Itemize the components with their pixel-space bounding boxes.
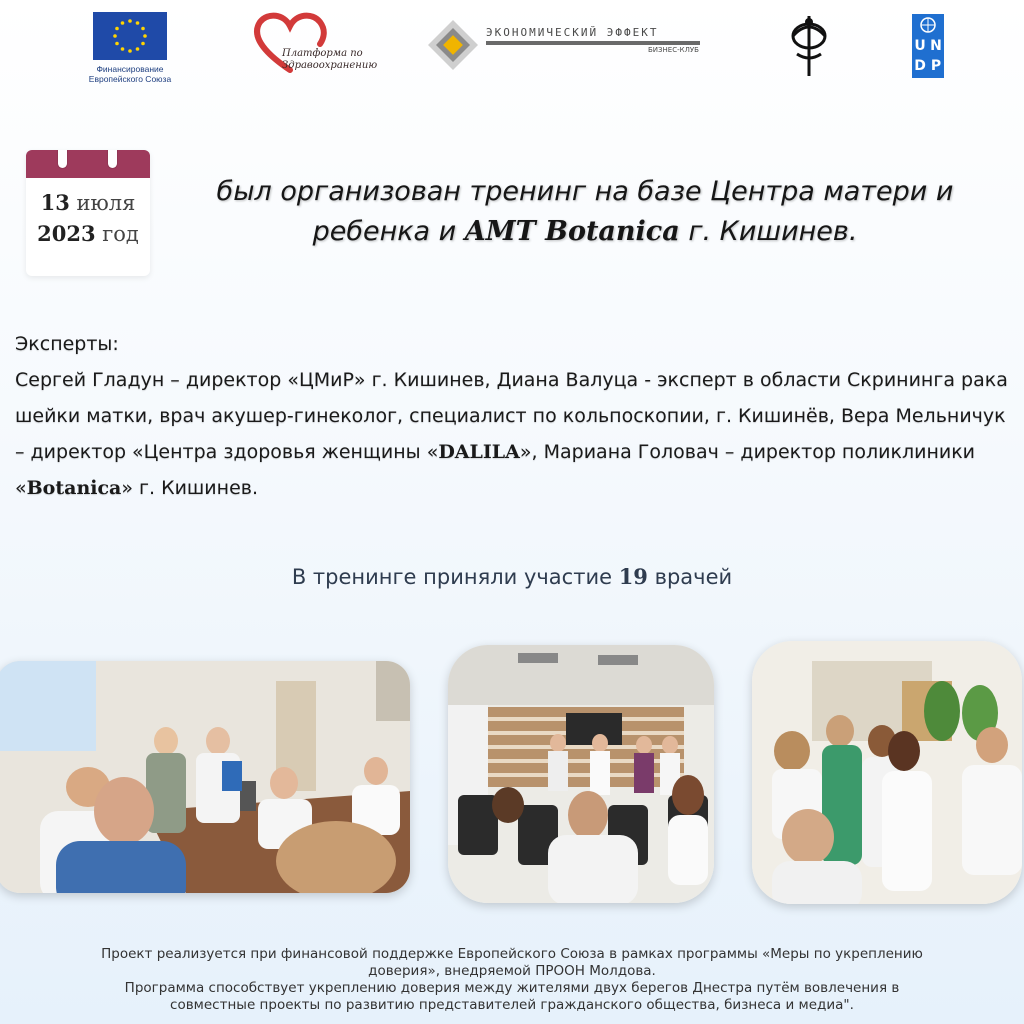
eu-caption-line1: Финансирование bbox=[96, 64, 164, 74]
eu-star-icon bbox=[141, 27, 145, 31]
eu-star-icon bbox=[136, 47, 140, 51]
experts-text-1: Сергей Гладун – директор «ЦМиР» г. Кишинев, Диана Валуца - эксперт в области Скрининга рака шейки матки, врач акушер-гинеколог, специалист по кольпоскопии, г. Кишинёв, Вера Мельничук – директор «Центра здоровья женщины « bbox=[15, 369, 1008, 463]
eu-star-icon bbox=[115, 27, 119, 31]
economic-effect-emblem-icon bbox=[426, 18, 480, 72]
calendar-year: 2023 bbox=[37, 221, 96, 246]
participants-after: врачей bbox=[647, 565, 733, 589]
undp-logo bbox=[912, 14, 944, 78]
health-platform-line1: Платформа по bbox=[282, 48, 363, 59]
headline bbox=[170, 172, 1000, 252]
un-emblem-icon bbox=[912, 14, 944, 36]
eu-caption-line2: Европейского Союза bbox=[88, 74, 172, 84]
date-calendar bbox=[26, 150, 150, 276]
calendar-month: июля bbox=[76, 191, 136, 215]
experts-heading: Эксперты: bbox=[15, 333, 119, 355]
undp-letter-n: N bbox=[930, 38, 942, 54]
training-photo-3 bbox=[752, 641, 1022, 904]
eu-star-icon bbox=[128, 19, 132, 23]
footer-line4: совместные проекты по развитию представителей гражданского общества, бизнеса и медиа". bbox=[170, 997, 854, 1013]
economic-effect-title: ЭКОНОМИЧЕСКИЙ ЭФФЕКТ bbox=[486, 26, 659, 39]
undp-letter-u: U bbox=[914, 38, 926, 54]
headline-brand: AMT Botanica bbox=[464, 216, 680, 247]
footer-line1: Проект реализуется при финансовой поддержке Европейского Союза в рамках программы «Меры по укреплению bbox=[101, 946, 923, 962]
headline-part2: ребенка и bbox=[312, 216, 465, 247]
eu-star-icon bbox=[136, 21, 140, 25]
caduceus-icon bbox=[782, 14, 836, 78]
eu-star-icon bbox=[128, 49, 132, 53]
calendar-year-line bbox=[26, 221, 150, 246]
experts-text-2: », Мариана Головач – директор поликлиники « bbox=[15, 441, 976, 499]
footer-line2: доверия», внедряемой ПРООН Молдова. bbox=[368, 963, 656, 979]
headline-line2 bbox=[170, 212, 1000, 252]
group-discussion-photo bbox=[752, 641, 1022, 904]
calendar-day: 13 bbox=[40, 190, 70, 215]
experts-text-3: » г. Кишинев. bbox=[121, 477, 259, 499]
experts-dalila: DALILA bbox=[438, 441, 520, 463]
eu-star-icon bbox=[143, 34, 147, 38]
calendar-year-word: год bbox=[102, 222, 139, 246]
experts-text bbox=[15, 362, 1015, 506]
training-photo-2 bbox=[448, 645, 714, 903]
headline-part3: г. Кишинев. bbox=[679, 216, 858, 247]
eu-star-icon bbox=[115, 42, 119, 46]
meeting-room-photo bbox=[0, 661, 410, 893]
eu-star-icon bbox=[113, 34, 117, 38]
health-platform-logo bbox=[250, 10, 380, 80]
caduceus-logo bbox=[782, 14, 836, 78]
eu-star-icon bbox=[121, 21, 125, 25]
conference-hall-photo bbox=[448, 645, 714, 903]
calendar-band bbox=[26, 150, 150, 178]
calendar-ring-icon bbox=[58, 150, 67, 168]
headline-line1: был организован тренинг на базе Центра матери и bbox=[216, 176, 954, 207]
calendar-day-line bbox=[26, 190, 150, 215]
economic-effect-logo bbox=[426, 18, 706, 72]
eu-star-icon bbox=[121, 47, 125, 51]
health-platform-line2: Здравоохранению bbox=[282, 60, 378, 71]
eu-flag-icon bbox=[93, 12, 167, 60]
footer-line3: Программа способствует укреплению доверия между жителями двух берегов Днестра путём вовлечения в bbox=[124, 980, 900, 996]
undp-letter-d: D bbox=[914, 58, 926, 74]
eu-star-icon bbox=[141, 42, 145, 46]
participants-line bbox=[0, 564, 1024, 589]
participants-count: 19 bbox=[618, 564, 648, 589]
experts-section bbox=[15, 326, 1015, 506]
participants-before: В тренинге приняли участие bbox=[291, 565, 619, 589]
footer-disclaimer bbox=[0, 946, 1024, 1014]
undp-letter-p: P bbox=[930, 58, 942, 74]
economic-effect-bar bbox=[486, 41, 700, 45]
business-club-label: БИЗНЕС-КЛУБ bbox=[648, 46, 699, 54]
calendar-ring-icon bbox=[108, 150, 117, 168]
eu-logo bbox=[80, 12, 180, 92]
training-photo-1 bbox=[0, 661, 410, 893]
experts-botanica: Botanica bbox=[26, 477, 122, 499]
